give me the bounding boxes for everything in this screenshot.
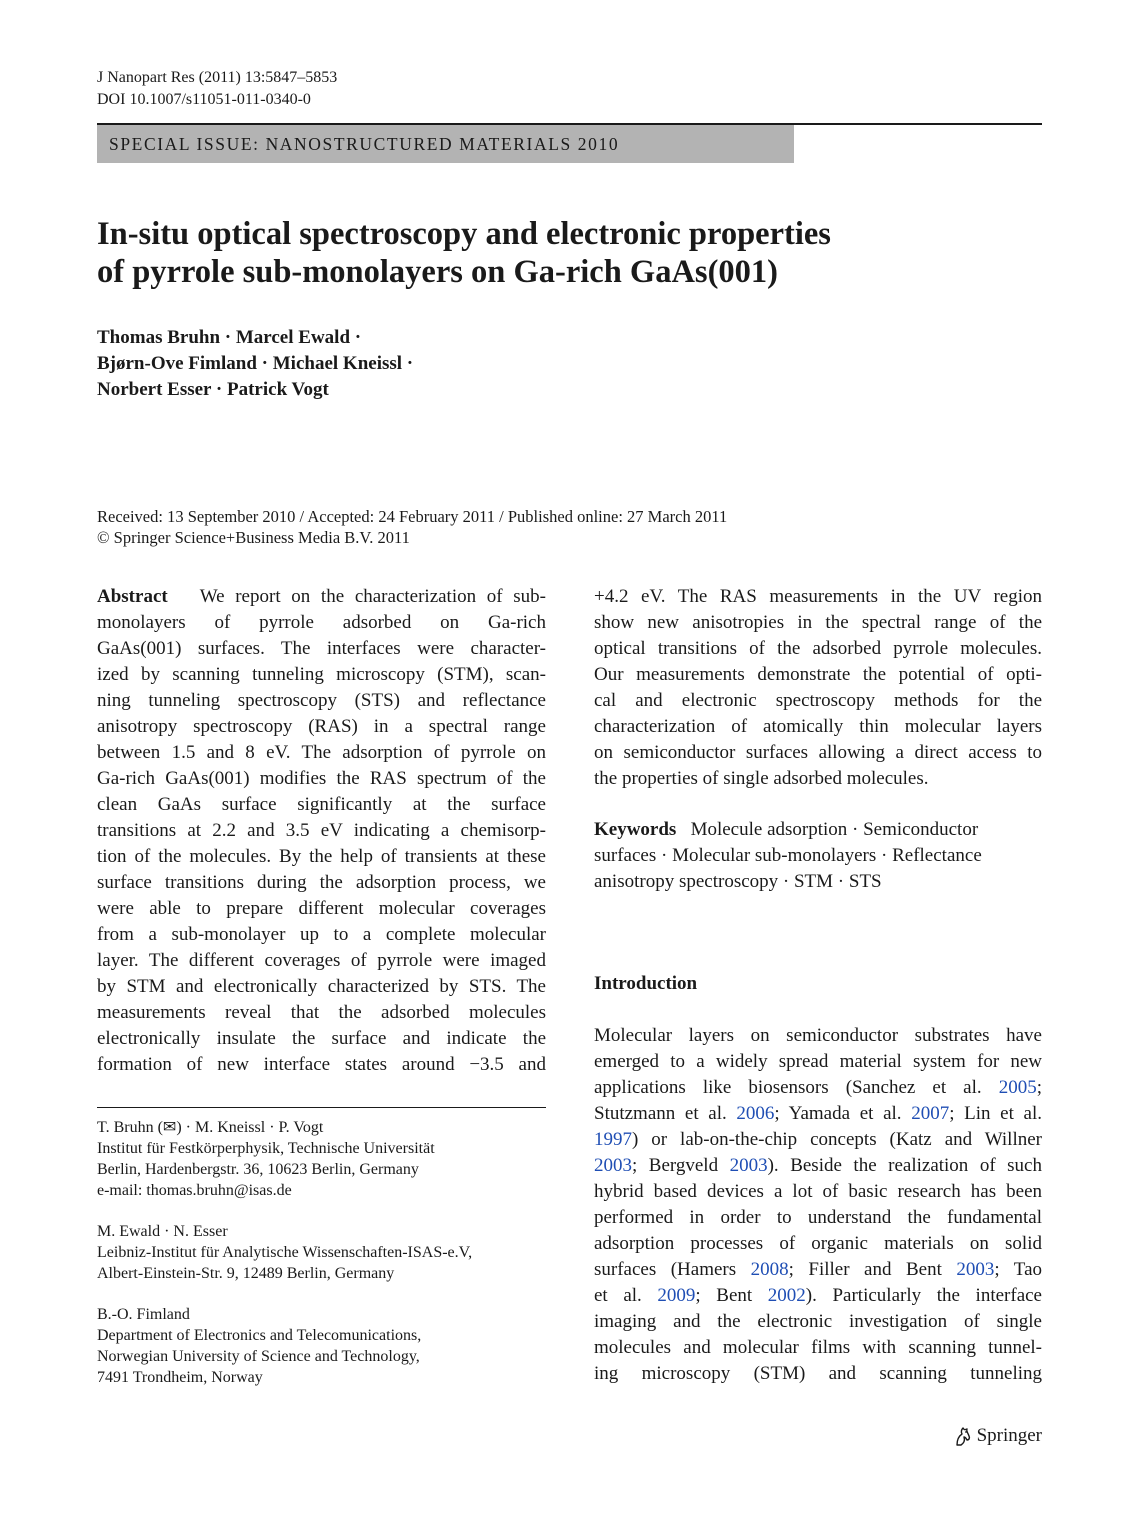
special-issue-banner: SPECIAL ISSUE: NANOSTRUCTURED MATERIALS 2010 <box>97 125 794 163</box>
intro-text: ; <box>1036 1077 1042 1098</box>
intro-text: surfaces (Hamers <box>594 1259 751 1280</box>
authors-line-3: Norbert Esser · Patrick Vogt <box>97 379 329 400</box>
article-title <box>97 215 997 291</box>
abstract-line: measurements reveal that the adsorbed molecules <box>97 1002 546 1023</box>
footnote-rule <box>97 1107 546 1108</box>
abstract-heading: Abstract <box>97 586 168 607</box>
abstract-line: from a sub-monolayer up to a complete molecular <box>97 924 546 945</box>
abstract-line: on semiconductor surfaces allowing a direct access to <box>594 742 1042 763</box>
affiliation-authors: T. Bruhn (✉) · M. Kneissl · P. Vogt <box>97 1119 324 1136</box>
title-line-2: of pyrrole sub-monolayers on Ga-rich GaAs(001) <box>97 254 778 290</box>
abstract-line: Ga-rich GaAs(001) modifies the RAS spectrum of the <box>97 768 546 789</box>
abstract-line: between 1.5 and 8 eV. The adsorption of pyrrole on <box>97 742 546 763</box>
intro-text: ) or lab-on-the-chip concepts (Katz and Willner <box>632 1129 1042 1150</box>
intro-line: performed in order to understand the fundamental <box>594 1207 1042 1228</box>
history-dates: Received: 13 September 2010 / Accepted: 24 February 2011 / Published online: 27 March 2011 <box>97 507 728 526</box>
abstract-line: anisotropy spectroscopy (RAS) in a spectral range <box>97 716 546 737</box>
springer-horse-icon <box>953 1425 973 1447</box>
affiliation-3 <box>97 1304 546 1388</box>
affiliation-authors: B.-O. Fimland <box>97 1306 190 1323</box>
intro-text: ; Filler and Bent <box>788 1259 957 1280</box>
keywords-heading: Keywords <box>594 819 677 840</box>
abstract-line: tion of the molecules. By the help of transients at these <box>97 846 546 867</box>
title-line-1: In-situ optical spectroscopy and electronic properties <box>97 216 831 252</box>
abstract-line: by STM and electronically characterized by STS. The <box>97 976 546 997</box>
intro-line <box>594 1075 1042 1101</box>
abstract-continued <box>594 584 1042 792</box>
intro-line <box>594 1153 1042 1179</box>
affiliation-institute: Institut für Festkörperphysik, Technische Universität <box>97 1140 435 1157</box>
abstract-line: layer. The different coverages of pyrrole were imaged <box>97 950 546 971</box>
author-list <box>97 325 413 403</box>
publisher-logo <box>953 1423 1042 1449</box>
intro-line <box>594 1101 1042 1127</box>
introduction-body <box>594 1023 1042 1387</box>
abstract-line: show new anisotropies in the spectral range of the <box>594 612 1042 633</box>
abstract-line: We report on the characterization of sub- <box>199 586 547 607</box>
intro-line: adsorption processes of organic materials on solid <box>594 1233 1042 1254</box>
citation-link[interactable]: 2005 <box>998 1077 1037 1098</box>
affiliation-address: Albert-Einstein-Str. 9, 12489 Berlin, Germany <box>97 1265 395 1282</box>
citation-link[interactable]: 2003 <box>956 1259 995 1280</box>
copyright: © Springer Science+Business Media B.V. 2011 <box>97 528 410 547</box>
affiliation-department: Department of Electronics and Telecomunications, <box>97 1327 422 1344</box>
abstract-line: characterization of atomically thin molecular layers <box>594 716 1042 737</box>
abstract-line: electronically insulate the surface and indicate the <box>97 1028 546 1049</box>
intro-text: Stutzmann et al. <box>594 1103 737 1124</box>
intro-line: ing microscopy (STM) and scanning tunneling <box>594 1363 1042 1384</box>
journal-citation: J Nanopart Res (2011) 13:5847–5853 <box>97 69 338 86</box>
publisher-name: Springer <box>976 1425 1042 1446</box>
abstract-line: +4.2 eV. The RAS measurements in the UV region <box>594 586 1042 607</box>
publication-dates <box>97 506 727 548</box>
affiliation-address: 7491 Trondheim, Norway <box>97 1369 263 1386</box>
intro-text: ; Tao <box>994 1259 1042 1280</box>
intro-line <box>594 1127 1042 1153</box>
abstract-line: ning tunneling spectroscopy (STS) and reflectance <box>97 690 546 711</box>
affiliation-institute: Leibniz-Institut für Analytische Wissenschaften-ISAS-e.V, <box>97 1244 473 1261</box>
intro-text: ; Yamada et al. <box>774 1103 912 1124</box>
journal-info <box>97 67 337 111</box>
intro-text: ; Bent <box>695 1285 768 1306</box>
abstract <box>97 584 546 1078</box>
keywords <box>594 817 1042 895</box>
abstract-line: monolayers of pyrrole adsorbed on Ga-rich <box>97 612 546 633</box>
intro-text: ; Bergveld <box>632 1155 730 1176</box>
intro-text: et al. <box>594 1285 658 1306</box>
authors-line-2: Bjørn-Ove Fimland · Michael Kneissl · <box>97 353 414 374</box>
abstract-line: clean GaAs surface significantly at the surface <box>97 794 546 815</box>
citation-link[interactable]: 2006 <box>736 1103 775 1124</box>
citation-link[interactable]: 2002 <box>767 1285 806 1306</box>
affiliation-institute: Norwegian University of Science and Technology, <box>97 1348 420 1365</box>
abstract-line: transitions at 2.2 and 3.5 eV indicating a chemisorp- <box>97 820 546 841</box>
abstract-line: the properties of single adsorbed molecules. <box>594 768 929 789</box>
keywords-text: Molecule adsorption · Semiconductor <box>690 819 979 840</box>
affiliation-address: Berlin, Hardenbergstr. 36, 10623 Berlin, Germany <box>97 1161 419 1178</box>
citation-link[interactable]: 2003 <box>729 1155 768 1176</box>
abstract-line: surface transitions during the adsorption process, we <box>97 872 546 893</box>
intro-line: molecules and molecular films with scanning tunnel- <box>594 1337 1042 1358</box>
intro-line <box>594 1283 1042 1309</box>
abstract-line: optical transitions of the adsorbed pyrrole molecules. <box>594 638 1042 659</box>
citation-link[interactable]: 2009 <box>657 1285 696 1306</box>
affiliation-2 <box>97 1221 546 1284</box>
citation-link[interactable]: 2003 <box>594 1155 632 1176</box>
intro-line: imaging and the electronic investigation of single <box>594 1311 1042 1332</box>
intro-text: ). Particularly the interface <box>805 1285 1042 1306</box>
citation-link[interactable]: 2008 <box>750 1259 789 1280</box>
citation-link[interactable]: 2007 <box>911 1103 950 1124</box>
doi[interactable]: DOI 10.1007/s11051-011-0340-0 <box>97 91 311 108</box>
abstract-line: were able to prepare different molecular coverages <box>97 898 546 919</box>
intro-line: hybrid based devices a lot of basic research has been <box>594 1181 1042 1202</box>
keywords-line-1 <box>594 817 1042 843</box>
keywords-line-3: anisotropy spectroscopy · STM · STS <box>594 871 882 892</box>
affiliation-1 <box>97 1117 546 1201</box>
intro-line <box>594 1257 1042 1283</box>
intro-text: applications like biosensors (Sanchez et al. <box>594 1077 999 1098</box>
abstract-line: cal and electronic spectroscopy methods for the <box>594 690 1042 711</box>
abstract-first-line <box>97 584 546 610</box>
abstract-line: ized by scanning tunneling microscopy (STM), scan- <box>97 664 546 685</box>
introduction-heading: Introduction <box>594 973 698 994</box>
intro-line: Molecular layers on semiconductor substrates have <box>594 1025 1042 1046</box>
intro-text: ). Beside the realization of such <box>767 1155 1042 1176</box>
abstract-line: formation of new interface states around −3.5 and <box>97 1054 546 1075</box>
abstract-line: GaAs(001) surfaces. The interfaces were character- <box>97 638 546 659</box>
authors-line-1: Thomas Bruhn · Marcel Ewald · <box>97 327 362 348</box>
affiliation-email[interactable]: e-mail: thomas.bruhn@isas.de <box>97 1182 292 1199</box>
intro-text: ; Lin et al. <box>949 1103 1042 1124</box>
keywords-line-2: surfaces · Molecular sub-monolayers · Reflectance <box>594 845 982 866</box>
affiliation-authors: M. Ewald · N. Esser <box>97 1223 228 1240</box>
intro-line: emerged to a widely spread material system for new <box>594 1051 1042 1072</box>
citation-link[interactable]: 1997 <box>594 1129 632 1150</box>
abstract-line: Our measurements demonstrate the potential of opti- <box>594 664 1042 685</box>
